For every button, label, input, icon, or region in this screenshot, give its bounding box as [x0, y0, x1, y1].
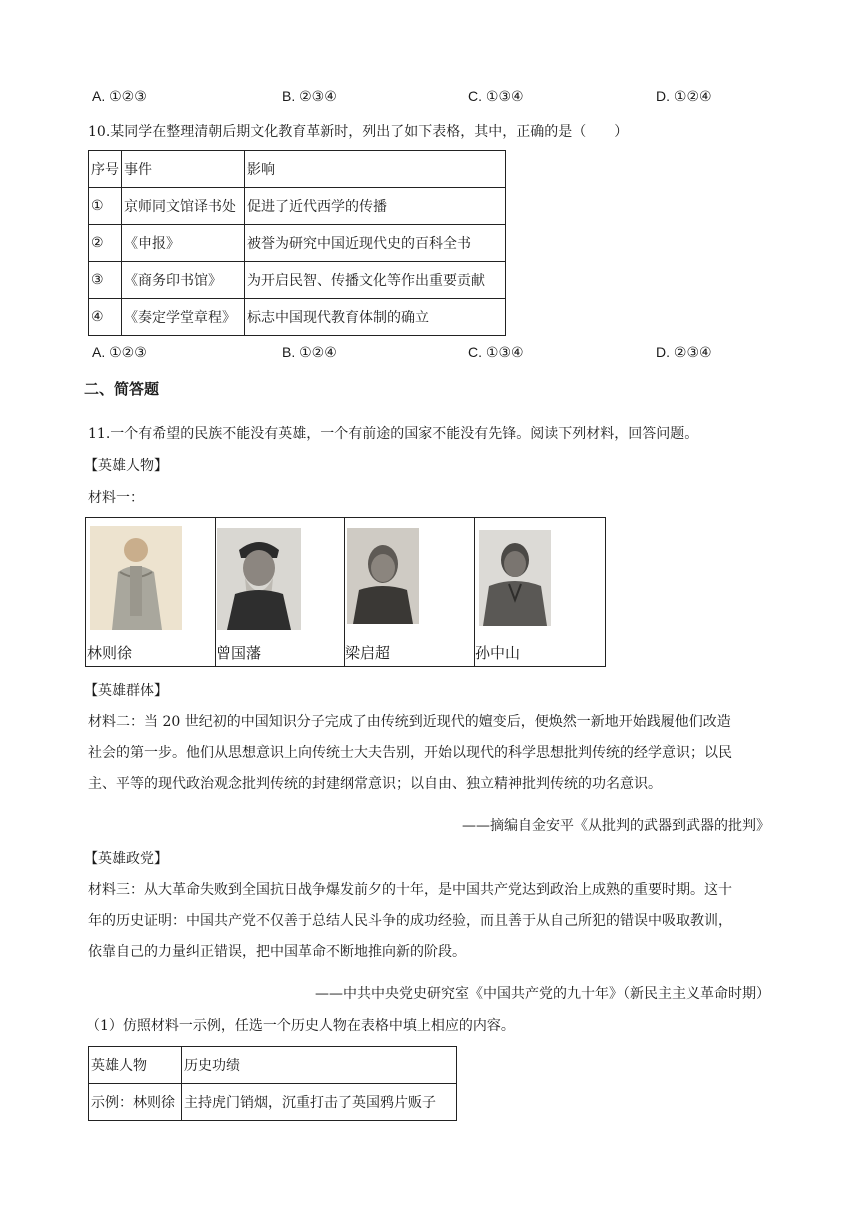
table-cell: 被誉为研究中国近现代史的百科全书	[245, 225, 506, 262]
table-row	[89, 225, 506, 262]
portrait-name: 梁启超	[345, 645, 391, 662]
table-cell: 主持虎门销烟，沉重打击了英国鸦片贩子	[182, 1084, 457, 1121]
tag-hero-figures: 【英雄人物】	[84, 458, 168, 474]
table-cell: ②	[89, 225, 122, 262]
portrait-name: 林则徐	[87, 645, 133, 662]
table-row	[89, 299, 506, 336]
q9-option-d[interactable]: D. ①②④	[656, 88, 712, 104]
portrait-zeng-guofan	[217, 528, 301, 630]
material-2-source: ——摘编自金安平《从批判的武器到武器的批判》	[462, 818, 770, 834]
q10-options	[92, 344, 772, 366]
table-row	[89, 1084, 457, 1121]
portrait-liang-qichao	[347, 528, 419, 624]
table-cell: 标志中国现代教育体制的确立	[245, 299, 506, 336]
table-cell: 京师同文馆译书处	[122, 188, 245, 225]
table-cell: 示例：林则徐	[89, 1084, 182, 1121]
q11-stem: 11.一个有希望的民族不能没有英雄，一个有前途的国家不能没有先锋。阅读下列材料，回答问题。	[88, 426, 699, 442]
material-2	[88, 707, 788, 800]
q10-table	[88, 150, 506, 336]
table-cell: 为开启民智、传播文化等作出重要贡献	[245, 262, 506, 299]
table-cell: 《申报》	[122, 225, 245, 262]
portrait-lin-zexu	[90, 526, 182, 630]
q10-option-d[interactable]: D. ②③④	[656, 344, 712, 360]
table-cell: 《奏定学堂章程》	[122, 299, 245, 336]
table-cell: ③	[89, 262, 122, 299]
portrait-name: 孙中山	[475, 645, 521, 662]
portrait-cell	[215, 517, 345, 667]
material-2-line: 主、平等的现代政治观念批判传统的封建纲常意识；以自由、独立精神批判传统的功名意识。	[88, 776, 662, 792]
table-header-cell: 影响	[245, 151, 506, 188]
section-title: 二、简答题	[84, 380, 160, 398]
portrait-name: 曾国藩	[216, 645, 262, 662]
table-header-cell: 序号	[89, 151, 122, 188]
q10-option-c[interactable]: C. ①③④	[468, 344, 524, 360]
table-cell: ④	[89, 299, 122, 336]
q9-option-a[interactable]: A. ①②③	[92, 88, 147, 104]
q9-options	[92, 88, 772, 110]
q9-option-c[interactable]: C. ①③④	[468, 88, 524, 104]
q10-option-a[interactable]: A. ①②③	[92, 344, 147, 360]
table-row	[89, 1047, 457, 1084]
material-3-line: 材料三：从大革命失败到全国抗日战争爆发前夕的十年，是中国共产党达到政治上成熟的重要时期。这十	[88, 882, 732, 898]
table-cell: 《商务印书馆》	[122, 262, 245, 299]
material-3-line: 依靠自己的力量纠正错误，把中国革命不断地推向新的阶段。	[88, 944, 466, 960]
answer-table	[88, 1046, 457, 1121]
sub-question-1: （1）仿照材料一示例，任选一个历史人物在表格中填上相应的内容。	[86, 1018, 515, 1034]
material-3-line: 年的历史证明：中国共产党不仅善于总结人民斗争的成功经验，而且善于从自己所犯的错误中吸取教训，	[88, 913, 732, 929]
material-3-source: ——中共中央党史研究室《中国共产党的九十年》（新民主主义革命时期）	[315, 986, 770, 1002]
portrait-grid	[85, 517, 606, 667]
tag-hero-group: 【英雄群体】	[84, 683, 168, 699]
q10-stem: 10.某同学在整理清朝后期文化教育革新时，列出了如下表格，其中，正确的是（ ）	[88, 124, 629, 140]
material-1-label: 材料一：	[88, 490, 144, 506]
table-row	[89, 262, 506, 299]
table-row	[89, 151, 506, 188]
table-row	[89, 188, 506, 225]
portrait-sun-yat-sen	[479, 530, 551, 626]
table-cell: ①	[89, 188, 122, 225]
q9-option-b[interactable]: B. ②③④	[282, 88, 337, 104]
table-header-cell: 英雄人物	[89, 1047, 182, 1084]
tag-hero-party: 【英雄政党】	[84, 851, 168, 867]
portrait-cell	[474, 517, 606, 667]
material-2-line: 材料二：当 20 世纪初的中国知识分子完成了由传统到近现代的嬗变后，便焕然一新地开始践履他们改造	[88, 714, 731, 730]
q10-option-b[interactable]: B. ①②④	[282, 344, 337, 360]
material-3	[88, 875, 788, 968]
portrait-cell	[344, 517, 475, 667]
portrait-cell	[85, 517, 216, 667]
table-header-cell: 历史功绩	[182, 1047, 457, 1084]
material-2-line: 社会的第一步。他们从思想意识上向传统士大夫告别，开始以现代的科学思想批判传统的经学意识；以民	[88, 745, 732, 761]
table-cell: 促进了近代西学的传播	[245, 188, 506, 225]
table-header-cell: 事件	[122, 151, 245, 188]
